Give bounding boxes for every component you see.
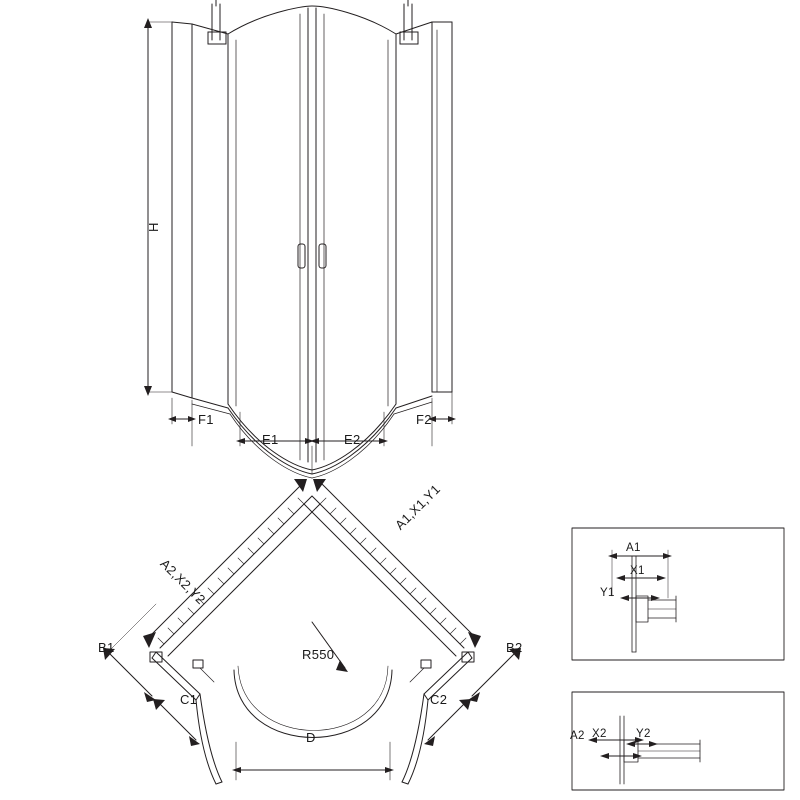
detail-label-A2: A2 (570, 730, 585, 742)
dim-label-R550: R550 (302, 647, 335, 662)
detail-label-Y2: Y2 (636, 728, 651, 740)
front-elevation-group (144, 0, 456, 478)
detail-bottom-group (572, 692, 784, 790)
detail-label-X1: X1 (630, 565, 645, 577)
detail-label-Y1: Y1 (600, 587, 615, 599)
dim-label-C2: C2 (430, 692, 448, 707)
dim-label-F1: F1 (198, 412, 214, 427)
detail-label-X2: X2 (592, 728, 607, 740)
dim-label-E2: E2 (344, 432, 361, 447)
dim-label-A2X2Y2: A2,X2,Y2 (157, 556, 209, 608)
dim-label-A1X1Y1: A1,X1,Y1 (392, 481, 444, 533)
dim-label-F2: F2 (416, 412, 432, 427)
dim-label-B2: B2 (506, 640, 523, 655)
dim-label-B1: B1 (98, 640, 115, 655)
dim-label-E1: E1 (262, 432, 279, 447)
dim-label-D: D (306, 730, 316, 745)
dim-label-H: H (146, 222, 161, 232)
detail-label-A1: A1 (626, 542, 641, 554)
dim-label-C1: C1 (180, 692, 198, 707)
